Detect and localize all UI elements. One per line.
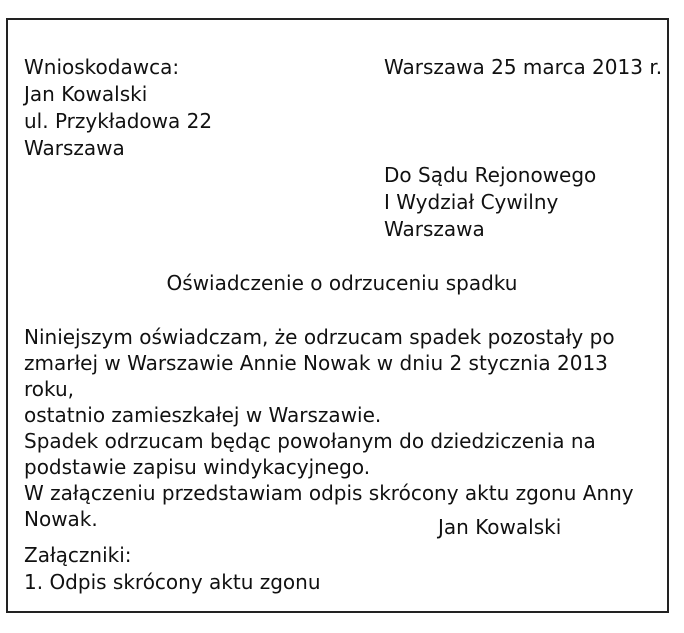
signature: Jan Kowalski bbox=[438, 515, 562, 539]
attachments-heading: Załączniki: bbox=[24, 543, 132, 567]
body-paragraph-3: W załączeniu przedstawiam odpis skrócony aktu zgonu Anny Nowak. bbox=[24, 481, 634, 531]
applicant-city: Warszawa bbox=[24, 136, 125, 160]
place-date: Warszawa 25 marca 2013 r. bbox=[384, 55, 663, 79]
document-title: Oświadczenie o odrzuceniu spadku bbox=[166, 271, 518, 295]
applicant-heading: Wnioskodawca: bbox=[24, 55, 180, 79]
applicant-street: ul. Przykładowa 22 bbox=[24, 109, 213, 133]
recipient-division: I Wydział Cywilny bbox=[384, 190, 559, 214]
recipient-court: Do Sądu Rejonowego bbox=[384, 163, 597, 187]
body-paragraph-2: Spadek odrzucam będąc powołanym do dziedziczenia na podstawie zapisu windykacyjnego. bbox=[24, 429, 596, 479]
recipient-city: Warszawa bbox=[384, 217, 485, 241]
document-body bbox=[24, 324, 664, 532]
attachment-item-1: 1. Odpis skrócony aktu zgonu bbox=[24, 570, 321, 594]
applicant-name: Jan Kowalski bbox=[24, 82, 148, 106]
body-paragraph-1: Niniejszym oświadczam, że odrzucam spadek pozostały po zmarłej w Warszawie Annie Nowak w dniu 2 stycznia 2013 roku, ostatnio zamieszkałej w Warszawie. bbox=[24, 325, 615, 427]
